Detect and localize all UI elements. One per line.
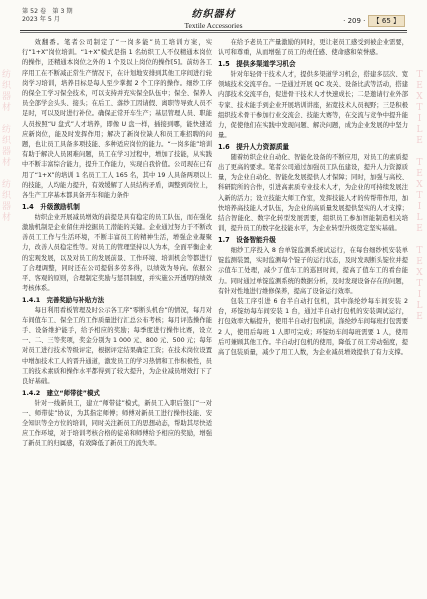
side-watermark-char: 纺 bbox=[2, 125, 13, 135]
right-column bbox=[218, 38, 408, 358]
side-watermark-gap bbox=[2, 114, 12, 125]
side-watermark-char: L bbox=[416, 301, 424, 311]
side-watermark-char: X bbox=[416, 92, 424, 102]
side-watermark-gap bbox=[415, 323, 425, 334]
side-watermark-char: 器 bbox=[2, 92, 13, 102]
side-watermark-char: T bbox=[416, 191, 424, 201]
body-paragraph: 每日利用看板管理及时公示各工序“零断头机台”的情况，每月对车间值车工、保全工的工作质量进行汇总公布考核；每月评选操作能手、设备维护能手，给予相应的奖励；每季度进行操作比赛，设立一、二、三等奖项，奖金分别为 1 000 元、800 元、500 元；每年对员工进行技术等级评定，根据评定结果确定工资；在技术岗位设置中增加技术工人的晋升通道，激发员工的学习热情和工作积极性，员工的技术素质和操作水平都得到了较大提升，为企业减员增效打下了良好基础。 bbox=[22, 306, 212, 386]
side-watermark-char: T bbox=[416, 103, 424, 113]
side-watermark-char: T bbox=[416, 158, 424, 168]
side-watermark-char: E bbox=[416, 81, 424, 91]
section-heading: 1.5 提供多渠道学习机会 bbox=[218, 60, 296, 69]
section-heading: 1.4.1 完善奖励与补贴方法 bbox=[22, 296, 105, 305]
side-watermark-char: 材 bbox=[2, 103, 13, 113]
side-watermark-char: 织 bbox=[2, 191, 13, 201]
page-number bbox=[343, 15, 405, 27]
page-header bbox=[0, 0, 427, 34]
side-watermark-gap bbox=[415, 235, 425, 246]
body-paragraph: 包装工序引进 6 台半自动打包机，其中涤纶纱每车间安装 2 台，环锭纺每车间安装 1 台，通过半自动打包机的安装调试运行，打包效率大幅提升，使用半自动打包机前，涤纶纱车间每班打包需要 2 人，使用后每班 1 人即可完成；环锭纺车间每班需要 1 人，使用后可兼顾其他工作。半自动打包机的使用，降低了员工劳动强度，提高了包装质量，减少了用工人数，为企业减员增效提供了有力支撑。 bbox=[218, 297, 408, 356]
side-watermark-char: 材 bbox=[2, 213, 13, 223]
volume-text: 第 52 卷 第 3 期 bbox=[22, 8, 73, 15]
header-rule bbox=[20, 30, 407, 31]
journal-logo: 纺织器材 bbox=[191, 9, 236, 20]
section-heading: 1.4 升级激励机制 bbox=[22, 203, 80, 212]
body-paragraph: 纺织企业开展减员增效的前提是具有稳定的员工队伍，而在强化激励机制是企业留住并挖掘员工潜能的关键。企业通过努力于不断改善员工工作与生活环境，不断丰富员工的精神生活，增强企业凝聚力，改善人员稳定性等。对员工的管理坚持以人为本，全面平衡企业的宏观发展，以及对员工的发展前景、工作环境、培训机会等都进行了合理调整，同时还在公司提倡多劳多得，以绩效为导向。依据公平、客观的原则，合理制定奖励与惩罚制度，并实施公开透明的绩效考核体系。 bbox=[22, 213, 212, 293]
side-watermark-char: 纺 bbox=[2, 180, 13, 190]
side-watermark-gap bbox=[2, 224, 12, 235]
section-heading: 1.6 提升人力资源质量 bbox=[218, 143, 290, 152]
side-watermark-char: T bbox=[416, 70, 424, 80]
section-heading: 1.4.2 建立“师带徒”模式 bbox=[22, 389, 100, 398]
side-watermark-left-text bbox=[2, 70, 12, 235]
side-watermark-char: I bbox=[417, 290, 423, 300]
side-watermark-char: E bbox=[416, 136, 424, 146]
side-watermark-char: I bbox=[417, 114, 423, 124]
side-watermark-char: E bbox=[416, 257, 424, 267]
side-watermark-char: 织 bbox=[2, 136, 13, 146]
side-watermark-char: L bbox=[416, 213, 424, 223]
side-watermark-char: I bbox=[417, 202, 423, 212]
page-number-box: 【 65 】 bbox=[368, 15, 405, 27]
page-number-text: · 209 · bbox=[343, 17, 366, 25]
side-watermark-char: E bbox=[416, 224, 424, 234]
side-watermark-char: L bbox=[416, 125, 424, 135]
section-heading: 1.7 设备智能升级 bbox=[218, 236, 276, 245]
body-paragraph: 细纱工序投入 8 台单锭监测系统试运行，在每台细纱机安装单锭监测装置，实时监测每个锭子的运行状态，及时发现断头锭位并提示值车工处理，减少了值车工的巡回时间，提高了值车工的看台能力。同时通过单锭监测系统的数据分析，及时发现设备存在的问题，有针对性地进行维修保养，提高了设备运行效率。 bbox=[218, 246, 408, 295]
header-rule-thin bbox=[20, 32, 407, 33]
side-watermark-char: E bbox=[416, 312, 424, 322]
journal-english-title: Textile Accessories bbox=[184, 21, 243, 30]
side-watermark-char: 器 bbox=[2, 202, 13, 212]
side-watermark-char: E bbox=[416, 169, 424, 179]
side-watermark-char: T bbox=[416, 279, 424, 289]
side-watermark-right-text bbox=[415, 70, 425, 334]
side-watermark-char: 织 bbox=[2, 81, 13, 91]
body-paragraph: 在给予老员工产量激励的同时，更让老员工感受到被企业需要，认可和尊重，从而增强了员工的责任感、使命感和荣誉感。 bbox=[218, 39, 408, 57]
side-watermark-char: 纺 bbox=[2, 70, 13, 80]
side-watermark-char: T bbox=[416, 246, 424, 256]
body-paragraph: 针对一线新员工，建立“师带徒”模式，新员工入职后签订“一对一、师带徒”协议，为其指定师傅；师傅对新员工进行操作技能、安全知识等全方位的培训，同时关注新员工的思想动态，帮助其尽快适应工作环境，对于培训考核合格的徒弟和师傅给予相应的奖励，增强了新员工的归属感，有效降低了新员工的流失率。 bbox=[22, 399, 212, 448]
side-watermark-char: 器 bbox=[2, 147, 13, 157]
side-watermark-char: 材 bbox=[2, 158, 13, 168]
date-text: 2023 年 5 月 bbox=[22, 16, 60, 23]
body-paragraph: 随着纺织企业自动化、智能化设备的不断应用，对员工的素质提出了更高的要求。笔者公司通过加强员工队伍建设，提升人力资源质量，为企业自动化、智能化发展提供人才保障；同时，加强与高校、科研院所的合作，引进高素质专业技术人才，为企业的可持续发展注入新的活力；设立技能大师工作室，发挥技能人才的传帮带作用，加快培养高技能人才队伍，为企业的高质量发展提供坚实的人才支撑；结合智能化、数字化转型发展需要，组织员工参加智能制造相关培训，提升员工的数字化技能水平，为企业转型升级奠定坚实基础。 bbox=[218, 153, 408, 233]
body-paragraph: 效翻番。笔者公司制定了“一岗多能”员工培训方案，实行“1+X”岗位培训。“1+X”模式是指 1 名纺织工人不仅精通本岗位的操作，还精通本岗位之外的 1 个及以上岗位的操作[5]。前纺各工序用工在不断减正常生产情况下，在计划地安排到其他工序间进行轮岗学习培训，培养目标是每人至少掌握 2 个工序的操作。细纱工序的保全工学习保全技术，可以支持并充实保全队伍中；保全、保养人员全部学会头头、接头；在后工、落纱工因请假、离职等导致人员不足时，可以及时进行补位。确保正常开车生产；基层管理人员、职能人员按照“U 盘式”人才培养，即像 U 盘一样，插接到哪，能快速适应新岗位，能及时发挥作用；解决了新岗位缺人和员工难招聘的问题，也让员工具备多项技能、多种适应岗位的能力。“一岗多能”培训有助于解决人员困难问题，员工在学习过程中，增加了技能，从实践中不断丰富综合能力，提升工作能力，实现自我价值。公司现在已有用了“1+X”的培训 1 名员工工人 165 名，其中 19 人具备两项以上的技能，人均能力提升，有效缓解了人员结构矛盾，调整到岗位上，各生产工序基本都具备开车和能力条件 bbox=[22, 39, 212, 200]
side-watermark-char: X bbox=[416, 268, 424, 278]
body-paragraph: 针对年轻骨干技术人才，提供多渠道学习机会，搭建多层次、宽领域技术交流平台。一是通过开展 QC 攻关、设备比武等活动，搭建内部技术交流平台，促进骨干技术人才快速成长；二是邀请行业外部专家、技术能手到企业开展培训讲座，拓宽技术人员视野；三是积极组织技术骨干参加行业交流会、技能大赛等，在交流与竞争中提升能力，促使他们在实践中发现问题、解决问题，成为企业发展的中坚力量。 bbox=[218, 70, 408, 140]
side-watermark-char: X bbox=[416, 180, 424, 190]
side-watermark-gap bbox=[2, 169, 12, 180]
side-watermark-right bbox=[415, 70, 425, 334]
side-watermark-left bbox=[2, 70, 12, 235]
left-column bbox=[22, 38, 212, 450]
side-watermark-gap bbox=[415, 147, 425, 158]
